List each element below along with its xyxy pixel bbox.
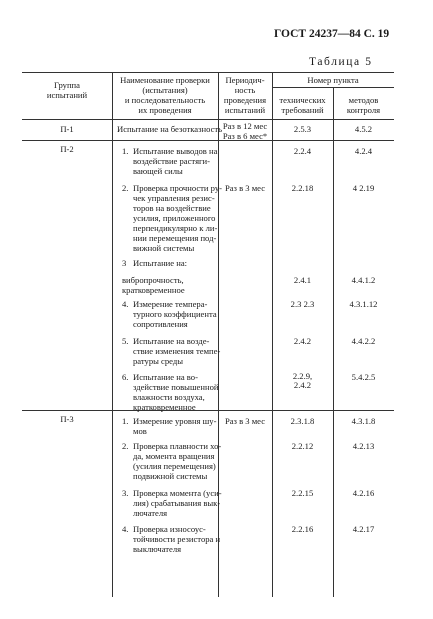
row-p2-2-tech: 2.2.18 [291, 183, 314, 193]
header-methods: методов контроля [346, 95, 381, 115]
table-title: Таблица 5 [309, 56, 373, 68]
row-p2-6-method: 5.4.2.5 [351, 372, 376, 382]
row-p2-3a-method: 4.4.1.2 [351, 275, 376, 285]
row-p2-3a-name: вибропрочность, кратковременное [122, 275, 185, 295]
group-divider-1 [22, 140, 394, 141]
table-top-border [22, 72, 394, 73]
column-divider-2 [218, 72, 219, 597]
row-p3-1-tech: 2.3.1.8 [290, 416, 315, 426]
row-p3-1-period: Раз в 3 мес [224, 416, 266, 426]
row-p3-2-method: 4.2.13 [352, 441, 375, 451]
header-name: Наименование проверки (испытания) и последовательность их проведения [120, 75, 210, 115]
group-label-p1: П-1 [60, 124, 74, 134]
row-p2-1-method: 4.2.4 [354, 146, 373, 156]
row-p1-tech: 2.5.3 [293, 124, 312, 134]
row-p3-3-tech: 2.2.15 [291, 488, 314, 498]
row-p2-3a-tech: 2.4.1 [293, 275, 312, 285]
row-p3-4-tech: 2.2.16 [291, 524, 314, 534]
page-header: ГОСТ 24237—84 С. 19 [274, 28, 390, 40]
header-item-number: Номер пункта [307, 75, 359, 85]
row-p2-5-tech: 2.4.2 [293, 336, 312, 346]
row-p2-4-method: 4.3.1.12 [349, 299, 378, 309]
row-p2-2-method: 4 2.19 [352, 183, 375, 193]
row-p3-1-method: 4.3.1.8 [351, 416, 376, 426]
row-p2-5-method: 4.4.2.2 [351, 336, 376, 346]
row-p2-4-tech: 2.3 2.3 [290, 299, 315, 309]
group-label-p2: П-2 [60, 144, 74, 154]
row-p3-2-tech: 2.2.12 [291, 441, 314, 451]
row-p2-2-period: Раз в 3 мес [224, 183, 266, 193]
row-p2-1-tech: 2.2.4 [293, 146, 312, 156]
header-group: Группа испытаний [46, 80, 88, 100]
row-p2-6-tech: 2.2.9, 2.4.2 [292, 371, 313, 390]
row-p1-name: Испытание на безотказность [117, 124, 223, 134]
column-divider-1 [112, 72, 113, 597]
row-p3-3-method: 4.2.16 [352, 488, 375, 498]
header-period: Периодич- ность проведения испытаний [223, 75, 267, 115]
row-p1-period: Раз в 12 мес Раз в 6 мес* [222, 121, 268, 141]
row-p1-method: 4.5.2 [354, 124, 373, 134]
header-bottom-border [22, 119, 394, 120]
group-label-p3: П-3 [60, 414, 74, 424]
header-tech-requirements: технических требований [279, 95, 326, 115]
row-p3-4-method: 4.2.17 [352, 524, 375, 534]
